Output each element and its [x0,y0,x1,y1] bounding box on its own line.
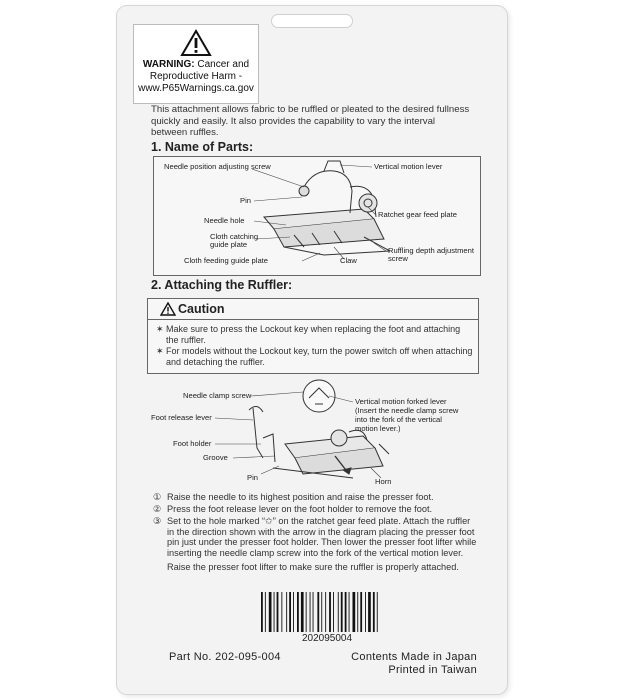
caution-item-text: For models without the Lockout key, turn the power switch off when attaching and detaching the ruffler. [166,346,473,367]
label-ruffling-depth-2: screw [388,254,408,263]
step-text: Set to the hole marked “✩” on the ratchet gear feed plate. Attach the ruffler in the direction shown with the arrow in the diagram placing the presser foot pin just under the presser foot holder. Then lower the presser foot lifter while inserting the needle clamp screw into the fork of the vertical motion lever. [167,516,477,558]
hang-hole [271,14,353,28]
caution-item [156,346,474,367]
label-ratchet-gear: Ratchet gear feed plate [378,210,457,219]
label-vertical-forked-2: (Insert the needle clamp screw [355,406,459,415]
barcode-bar [317,592,319,632]
barcode-bar [329,592,331,632]
step-text: Raise the presser foot lifter to make sure the ruffler is properly attached. [167,562,459,572]
barcode-bar [321,592,322,632]
origin-text [321,651,477,677]
barcode-bar [297,592,299,632]
package-card [117,6,507,694]
label-needle-clamp-screw: Needle clamp screw [183,391,252,400]
label-foot-release-lever: Foot release lever [151,413,212,422]
barcode-bar [274,592,275,632]
label-pin: Pin [240,196,251,205]
barcode-bar [353,592,356,632]
barcode-bar [368,592,371,632]
prop65-warning-box [133,24,259,104]
step-item [153,562,477,573]
step-text: Press the foot release lever on the foot holder to remove the foot. [167,504,433,514]
warning-line2: Reproductive Harm - [149,71,243,82]
caution-header [148,299,478,320]
label-vertical-forked-3: into the fork of the vertical [355,415,442,424]
barcode [259,592,395,632]
label-ruffling-depth-1: Ruffling depth adjustment [388,246,474,255]
barcode-bar [310,592,311,632]
step-item [153,504,477,515]
caution-item [156,324,474,345]
label-cloth-catching-1: Cloth catching [210,232,259,241]
barcode-number: 202095004 [301,633,353,644]
label-claw: Claw [340,256,357,265]
warning-triangle-icon [180,29,212,57]
label-cloth-catching-2: guide plate [210,240,248,249]
caution-title: Caution [178,302,225,316]
barcode-bar [269,592,272,632]
section2-heading: 2. Attaching the Ruffler: [151,278,293,292]
caution-bullet: ✶ [156,346,164,356]
barcode-bar [277,592,279,632]
made-in-line1: Contents Made in Japan [351,651,477,663]
barcode-bar [360,592,362,632]
barcode-bar [373,592,375,632]
label-needle-hole: Needle hole [204,216,245,225]
barcode-bar [261,592,263,632]
barcode-bar [341,592,343,632]
barcode-bar [338,592,339,632]
step-number: ① [153,492,162,502]
step-text: Raise the needle to its highest position and raise the presser foot. [167,492,434,502]
warning-text [138,59,254,95]
label-pin2: Pin [247,473,258,482]
barcode-bar [306,592,307,632]
made-in-line2: Printed in Taiwan [388,664,477,676]
warning-line1: Cancer and [197,59,250,70]
caution-box [147,298,479,374]
label-vertical-forked-1: Vertical motion forked lever [355,397,447,406]
section1-heading: 1. Name of Parts: [151,140,254,154]
part-number: Part No. 202-095-004 [169,651,281,663]
parts-diagram [153,156,481,276]
barcode-bar [333,592,334,632]
step-number: ③ [153,516,162,526]
label-vertical-motion-lever: Vertical motion lever [374,162,443,171]
caution-item-text: Make sure to press the Lockout key when replacing the foot and attaching the ruffler. [166,324,461,345]
barcode-bar [365,592,366,632]
intro-paragraph: This attachment allows fabric to be ruffled or pleated to the desired fullness quickly and easily. It also provides the capability to vary the interval between ruffles. [151,104,470,138]
barcode-bar [349,592,350,632]
step-item [153,516,477,558]
barcode-bar [345,592,347,632]
step-item [153,492,477,503]
barcode-bar [289,592,291,632]
barcode-bar [286,592,287,632]
label-groove: Groove [203,453,228,462]
label-foot-holder: Foot holder [173,439,212,448]
barcode-bar [265,592,266,632]
label-horn: Horn [375,477,392,486]
warning-line3: www.P65Warnings.ca.gov [138,83,254,94]
label-vertical-forked-4: motion lever.) [355,424,401,433]
caution-bullet: ✶ [156,324,164,334]
barcode-bar [281,592,282,632]
barcode-bar [377,592,378,632]
caution-triangle-icon [160,302,176,316]
label-needle-position-screw: Needle position adjusting screw [164,162,271,171]
warning-title: WARNING: [142,59,195,70]
barcode-bar [357,592,358,632]
barcode-bar [301,592,304,632]
barcode-bar [325,592,326,632]
attaching-diagram [153,378,479,488]
barcode-bar [293,592,294,632]
step-number: ② [153,504,162,514]
label-cloth-feeding: Cloth feeding guide plate [184,256,269,265]
barcode-bar [313,592,314,632]
